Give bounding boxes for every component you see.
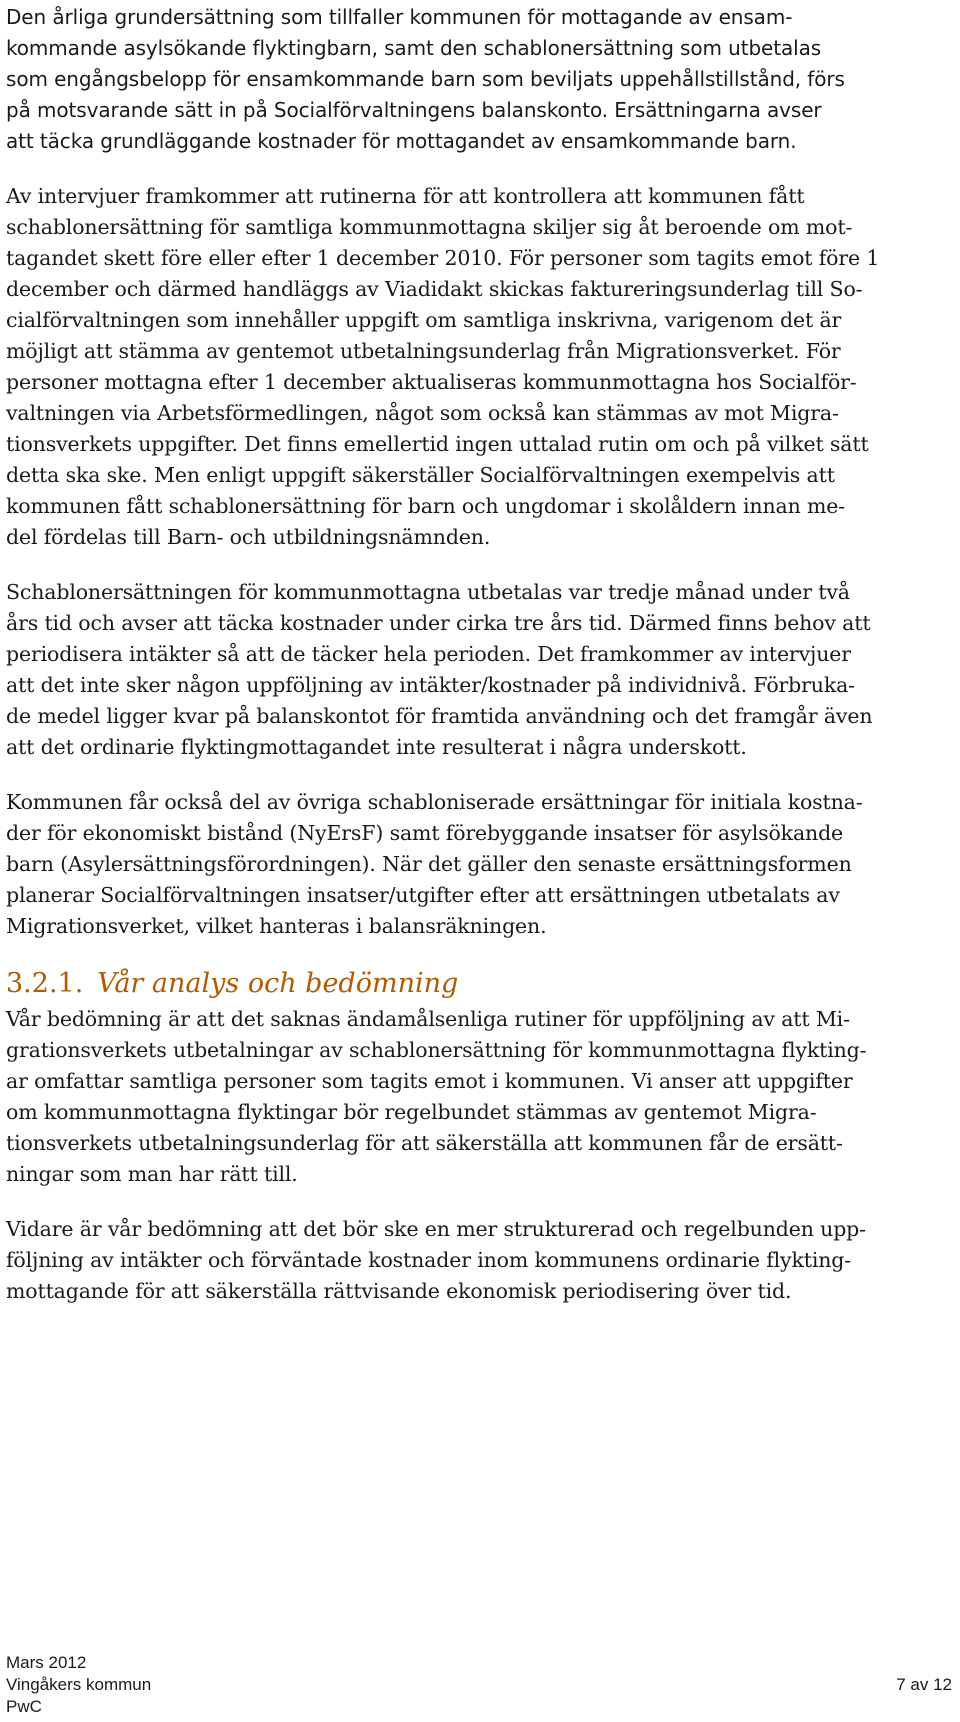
footer-organization: Vingåkers kommun [6, 1675, 152, 1694]
footer-date: Mars 2012 [6, 1653, 87, 1672]
section-title: Vår analys och bedömning [97, 968, 459, 999]
document-body [6, 2, 956, 1331]
footer-page-number: 7 av 12 [896, 1675, 952, 1694]
section-heading [6, 966, 956, 1002]
page-footer [6, 1652, 952, 1718]
paragraph-grundersattning: Den årliga grundersättning som tillfaller kommunen för mottagande av ensam- kommande asylsökande flyktingbarn, samt den schablonersättning som utbetalas som engångsbelopp för ensamkommande barn som beviljats uppehållstillstånd, förs på motsvarande sätt in på Socialförvaltningens balanskonto. Ersättningarna avser att täcka grundläggande kostnader för mottagandet av ensamkommande barn. [6, 5, 845, 153]
section-number: 3.2.1. [6, 968, 84, 999]
paragraph-vidare-bedomning: Vidare är vår bedömning att det bör ske en mer strukturerad och regelbunden upp- följning av intäkter och förväntade kostnader inom kommunens ordinarie flykting- mottagande för att säkerställa rättvisande ekonomisk periodisering över tid. [6, 1217, 866, 1303]
footer-author: PwC [6, 1697, 42, 1716]
paragraph-ovriga-ersattningar: Kommunen får också del av övriga schabloniserade ersättningar för initiala kostna- der för ekonomiskt bistånd (NyErsF) samt förebyggande insatser för asylsökande barn (Asylersättningsförordningen). När det gäller den senaste ersättningsformen planerar Socialförvaltningen insatser/utgifter efter att ersättningen utbetalats av Migrationsverket, vilket hanteras i balansräkningen. [6, 790, 863, 938]
paragraph-schablonersattning: Schablonersättningen för kommunmottagna utbetalas var tredje månad under två års tid och avser att täcka kostnader under cirka tre års tid. Därmed finns behov att periodisera intäkter så att de täcker hela perioden. Det framkommer av intervjuer att det inte sker någon uppföljning av intäkter/kostnader på individnivå. Förbruka- de medel ligger kvar på balanskontot för framtida användning och det framgår även att det ordinarie flyktingmottagandet inte resulterat i några underskott. [6, 580, 873, 759]
paragraph-bedomning: Vår bedömning är att det saknas ändamålsenliga rutiner för uppföljning av att Mi- grationsverkets utbetalningar av schablonersättning för kommunmottagna flykting- ar omfattar samtliga personer som tagits emot i kommunen. Vi anser att uppgifter om kommunmottagna flyktingar bör regelbundet stämmas av gentemot Migra- tionsverkets utbetalningsunderlag för att säkerställa att kommunen får de ersätt- ningar som man har rätt till. [6, 1007, 867, 1186]
paragraph-rutiner: Av intervjuer framkommer att rutinerna för att kontrollera att kommunen fått schablonersättning för samtliga kommunmottagna skiljer sig åt beroende om mot- tagandet skett före eller efter 1 december 2010. För personer som tagits emot före 1 december och därmed handläggs av Viadidakt skickas faktureringsunderlag till So- cialförvaltningen som innehåller uppgift om samtliga inskrivna, varigenom det är möjligt att stämma av gentemot utbetalningsunderlag från Migrationsverket. För personer mottagna efter 1 december aktualiseras kommunmottagna hos Socialför- valtningen via Arbetsförmedlingen, något som också kan stämmas av mot Migra- tionsverkets uppgifter. Det finns emellertid ingen uttalad rutin om och på vilket sätt detta ska ske. Men enligt uppgift säkerställer Socialförvaltningen exempelvis att kommunen fått schablonersättning för barn och ungdomar i skolåldern innan me- del fördelas till Barn- och utbildningsnämnden. [6, 184, 880, 549]
